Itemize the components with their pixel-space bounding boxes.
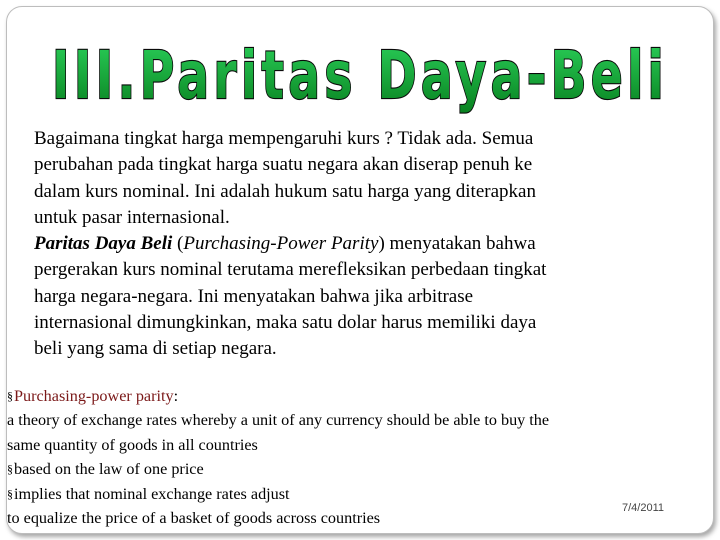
definition-colon: : [173,387,179,405]
bullet-item-text: based on the law of one price [14,460,204,479]
bullet-item [7,457,707,481]
text-line: beli yang sama di setiap negara. [34,338,277,360]
ppp-after-term: ) menyatakan bahwa [378,233,536,255]
slide-title-text: III.Paritas Daya-Beli [52,37,668,114]
bullet-item [7,482,707,506]
definition-line: same quantity of goods in all countries [7,435,258,454]
body-text [34,126,684,363]
paren-open: ( [172,233,184,255]
bullet-icon: § [7,389,13,403]
text-line: dalam kurs nominal. Ini adalah hukum satu harga yang diterapkan [34,180,536,202]
definition-term: Purchasing-power parity [14,387,174,405]
bullet-icon: § [7,462,13,477]
text-line [34,231,684,257]
definition-line: a theory of exchange rates whereby a unit of any currency should be able to buy the [7,411,550,430]
definition-heading [7,384,707,408]
ppp-term: Paritas Daya Beli [34,233,173,255]
paragraph-ppp [34,231,684,362]
paragraph-intro [34,126,684,231]
text-line: internasional dimungkinkan, maka satu dolar harus memiliki daya [34,312,537,334]
bullet-icon: § [7,486,13,501]
final-line: to equalize the price of a basket of goods across countries [7,509,381,528]
slide-title-graphic [0,18,720,118]
text-line: untuk pasar internasional. [34,206,230,228]
slide-title [0,18,720,118]
ppp-term-english: Purchasing-Power Parity [183,233,379,255]
english-definition [7,384,707,530]
text-line: perubahan pada tingkat harga suatu negara akan diserap penuh ke [34,154,533,176]
text-line: pergerakan kurs nominal terutama merefleksikan perbedaan tingkat [34,259,547,281]
bullet-item-text: implies that nominal exchange rates adjust [14,484,290,503]
text-line: Bagaimana tingkat harga mempengaruhi kurs ? Tidak ada. Semua [34,128,534,149]
text-line: harga negara-negara. Ini menyatakan bahwa jika arbitrase [34,285,474,307]
slide-date: 7/4/2011 [622,502,665,514]
